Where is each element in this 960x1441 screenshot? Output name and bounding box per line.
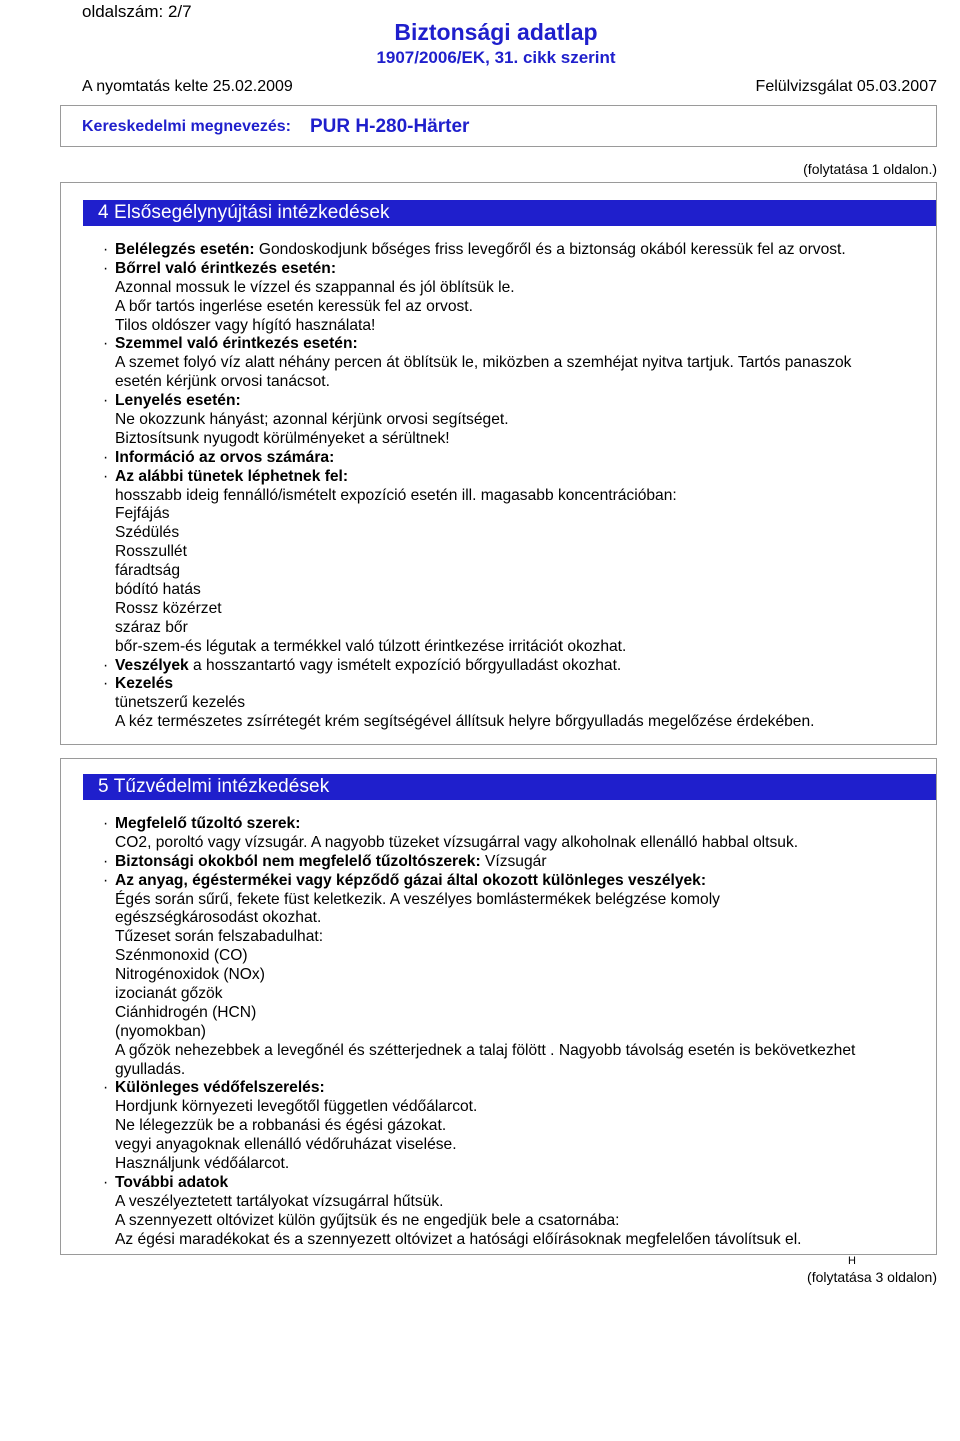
text-line — [103, 562, 851, 581]
bullet-dot: · — [103, 259, 109, 277]
text-line — [103, 834, 855, 853]
text-line-content: száraz bőr — [115, 618, 188, 636]
text-line — [103, 657, 851, 676]
text-line-content: Használjunk védőálarcot. — [115, 1155, 290, 1173]
text-line-content: A szemet folyó víz alatt néhány percen át öblítsük le, miközben a szemhéjat nyitva tartjuk. Tartós panaszok — [115, 354, 852, 372]
trade-name-box — [60, 105, 937, 147]
text-line — [103, 891, 855, 910]
text-line — [103, 279, 851, 298]
text-line — [103, 373, 851, 392]
text-line-content: Fejfájás — [115, 505, 170, 523]
bullet-dot: · — [103, 448, 109, 466]
text-line-label: Megfelelő tűzoltó szerek: — [115, 815, 301, 832]
text-line-content: Szénmonoxid (CO) — [115, 947, 248, 965]
section-4-heading — [83, 200, 936, 226]
text-line-content: gyulladás. — [115, 1060, 186, 1078]
text-line-label: Veszélyek — [115, 656, 189, 674]
bullet-dot: · — [103, 1079, 109, 1097]
section-5-body — [103, 815, 855, 1249]
text-line — [103, 430, 851, 449]
text-line — [103, 354, 851, 373]
text-line-content: a hosszantartó vagy ismételt expozíció bőrgyulladást okozhat. — [188, 656, 622, 674]
text-line — [103, 815, 855, 834]
page-number: oldalszám: 2/7 — [82, 2, 192, 21]
text-line — [103, 392, 851, 411]
text-line-content: Szédülés — [115, 524, 180, 542]
bullet-dot: · — [103, 241, 109, 258]
print-date: A nyomtatás kelte 25.02.2009 — [82, 78, 293, 95]
text-line — [103, 694, 851, 713]
text-line-content: esetén kérjünk orvosi tanácsot. — [115, 373, 330, 391]
continued-from-note: (folytatása 1 oldalon.) — [803, 161, 937, 177]
text-line-label: További adatok — [115, 1173, 229, 1191]
text-line-label: Lenyelés esetén: — [115, 392, 241, 410]
section-5-heading-text: 5 Tűzvédelmi intézkedések — [98, 776, 330, 797]
document-subtitle: 1907/2006/EK, 31. cikk szerint — [376, 48, 616, 67]
text-line-content: Hordjunk környezeti levegőtől független védőálarcot. — [115, 1098, 478, 1116]
text-line-content: A bőr tartós ingerlése esetén keressük fel az orvost. — [115, 297, 473, 315]
text-line — [103, 1155, 855, 1174]
bullet-dot: · — [103, 852, 109, 870]
text-line-content: (nyomokban) — [115, 1022, 207, 1040]
text-line — [103, 1136, 855, 1155]
text-line-content: A szennyezett oltóvizet külön gyűjtsük és ne engedjük bele a csatornába: — [115, 1211, 620, 1229]
bullet-dot: · — [103, 392, 109, 410]
text-line-label: Az anyag, égéstermékei vagy képződő gázai által okozott különleges veszélyek: — [115, 871, 707, 889]
text-line-content: Vízsugár — [480, 852, 547, 870]
text-line — [103, 1193, 855, 1212]
section-5-heading — [83, 774, 936, 800]
text-line — [103, 600, 851, 619]
text-line — [103, 1231, 855, 1250]
text-line — [103, 317, 851, 336]
text-line-label: Kezelés — [115, 675, 174, 693]
text-line — [103, 1004, 855, 1023]
bullet-dot: · — [103, 656, 109, 674]
text-line-label: Az alábbi tünetek léphetnek fel: — [115, 467, 349, 485]
text-line — [103, 947, 855, 966]
text-line-content: vegyi anyagoknak ellenálló védőruházat viselése. — [115, 1136, 457, 1154]
bullet-dot: · — [103, 467, 109, 485]
text-line — [103, 1212, 855, 1231]
text-line-content: Rossz közérzet — [115, 599, 222, 617]
text-line — [103, 487, 851, 506]
text-line — [103, 543, 851, 562]
section-4-body — [103, 241, 851, 732]
text-line — [103, 966, 855, 985]
bullet-dot: · — [103, 335, 109, 353]
text-line — [103, 298, 851, 317]
bullet-dot: · — [103, 1173, 109, 1191]
text-line-label: Biztonsági okokból nem megfelelő tűzoltószerek: — [115, 852, 481, 870]
text-line-content: Égés során sűrű, fekete füst keletkezik. A veszélyes bomlástermékek belégzése komoly — [115, 890, 720, 908]
text-line — [103, 872, 855, 891]
text-line-content: Tűzeset során felszabadulhat: — [115, 928, 324, 946]
text-line — [103, 638, 851, 657]
text-line-content: izocianát gőzök — [115, 985, 223, 1003]
text-line — [103, 1098, 855, 1117]
text-line-label: Belélegzés esetén: — [115, 241, 255, 258]
text-line-content: Az égési maradékokat és a szennyezett oltóvizet a hatósági előírásoknak megfelelően távolítsuk el. — [115, 1230, 802, 1248]
bullet-dot: · — [103, 871, 109, 889]
text-line — [103, 1079, 855, 1098]
document-title: Biztonsági adatlap — [394, 19, 598, 45]
text-line-content: Gondoskodjunk bőséges friss levegőről és a biztonság okából keressük fel az orvost. — [254, 241, 846, 258]
trade-name-value: PUR H-280-Härter — [310, 116, 470, 137]
text-line — [103, 985, 855, 1004]
bullet-dot: · — [103, 815, 109, 832]
text-line — [103, 1061, 855, 1080]
text-line-content: bőr-szem-és légutak a termékkel való túlzott érintkezése irritációt okozhat. — [115, 637, 627, 655]
text-line-content: Nitrogénoxidok (NOx) — [115, 966, 265, 984]
trade-name-label: Kereskedelmi megnevezés: — [82, 118, 291, 135]
text-line-content: Biztosítsunk nyugodt körülményeket a sérültnek! — [115, 429, 450, 447]
text-line-content: Tilos oldószer vagy hígító használata! — [115, 316, 376, 334]
text-line-content: tünetszerű kezelés — [115, 694, 246, 712]
text-line — [103, 468, 851, 487]
text-line — [103, 619, 851, 638]
text-line-content: A kéz természetes zsírrétegét krém segítségével állítsuk helyre bőrgyulladás megelőzése érdekében. — [115, 713, 815, 731]
text-line — [103, 1042, 855, 1061]
footer-mark: H — [848, 1255, 856, 1267]
text-line — [103, 505, 851, 524]
text-line — [103, 713, 851, 732]
text-line-content: Ciánhidrogén (HCN) — [115, 1003, 257, 1021]
text-line — [103, 335, 851, 354]
text-line — [103, 1117, 855, 1136]
text-line-label: Bőrrel való érintkezés esetén: — [115, 259, 337, 277]
text-line — [103, 1023, 855, 1042]
text-line — [103, 449, 851, 468]
text-line — [103, 1174, 855, 1193]
continued-on-note: (folytatása 3 oldalon) — [807, 1269, 937, 1285]
text-line-label: Szemmel való érintkezés esetén: — [115, 335, 358, 353]
text-line-content: egészségkárosodást okozhat. — [115, 909, 322, 927]
revision-date: Felülvizsgálat 05.03.2007 — [755, 78, 937, 95]
text-line-label: Információ az orvos számára: — [115, 448, 335, 466]
text-line-content: Ne lélegezzük be a robbanási és égési gázokat. — [115, 1117, 447, 1135]
text-line — [103, 260, 851, 279]
text-line-content: A gőzök nehezebbek a levegőnél és szétterjednek a talaj fölött . Nagyobb távolság esetén is bekövetkezhet — [115, 1041, 856, 1059]
text-line — [103, 675, 851, 694]
text-line — [103, 524, 851, 543]
text-line-content: fáradtság — [115, 562, 181, 580]
text-line-content: hosszabb ideig fennálló/ismételt expozíció esetén ill. magasabb koncentrációban: — [115, 486, 677, 504]
text-line-content: CO2, poroltó vagy vízsugár. A nagyobb tüzeket vízsugárral vagy alkoholnak ellenálló habbal oltsuk. — [115, 833, 799, 851]
section-4-heading-text: 4 Elsősegélynyújtási intézkedések — [98, 202, 390, 223]
text-line — [103, 241, 851, 260]
text-line-content: bódító hatás — [115, 581, 201, 599]
text-line — [103, 411, 851, 430]
text-line-label: Különleges védőfelszerelés: — [115, 1079, 325, 1097]
text-line-content: Azonnal mossuk le vízzel és szappannal és jól öblítsük le. — [115, 278, 515, 296]
text-line — [103, 928, 855, 947]
text-line — [103, 909, 855, 928]
text-line-content: A veszélyeztetett tartályokat vízsugárral hűtsük. — [115, 1192, 444, 1210]
text-line-content: Rosszullét — [115, 543, 187, 561]
text-line — [103, 853, 855, 872]
bullet-dot: · — [103, 675, 109, 693]
text-line — [103, 581, 851, 600]
text-line-content: Ne okozzunk hányást; azonnal kérjünk orvosi segítséget. — [115, 411, 509, 429]
